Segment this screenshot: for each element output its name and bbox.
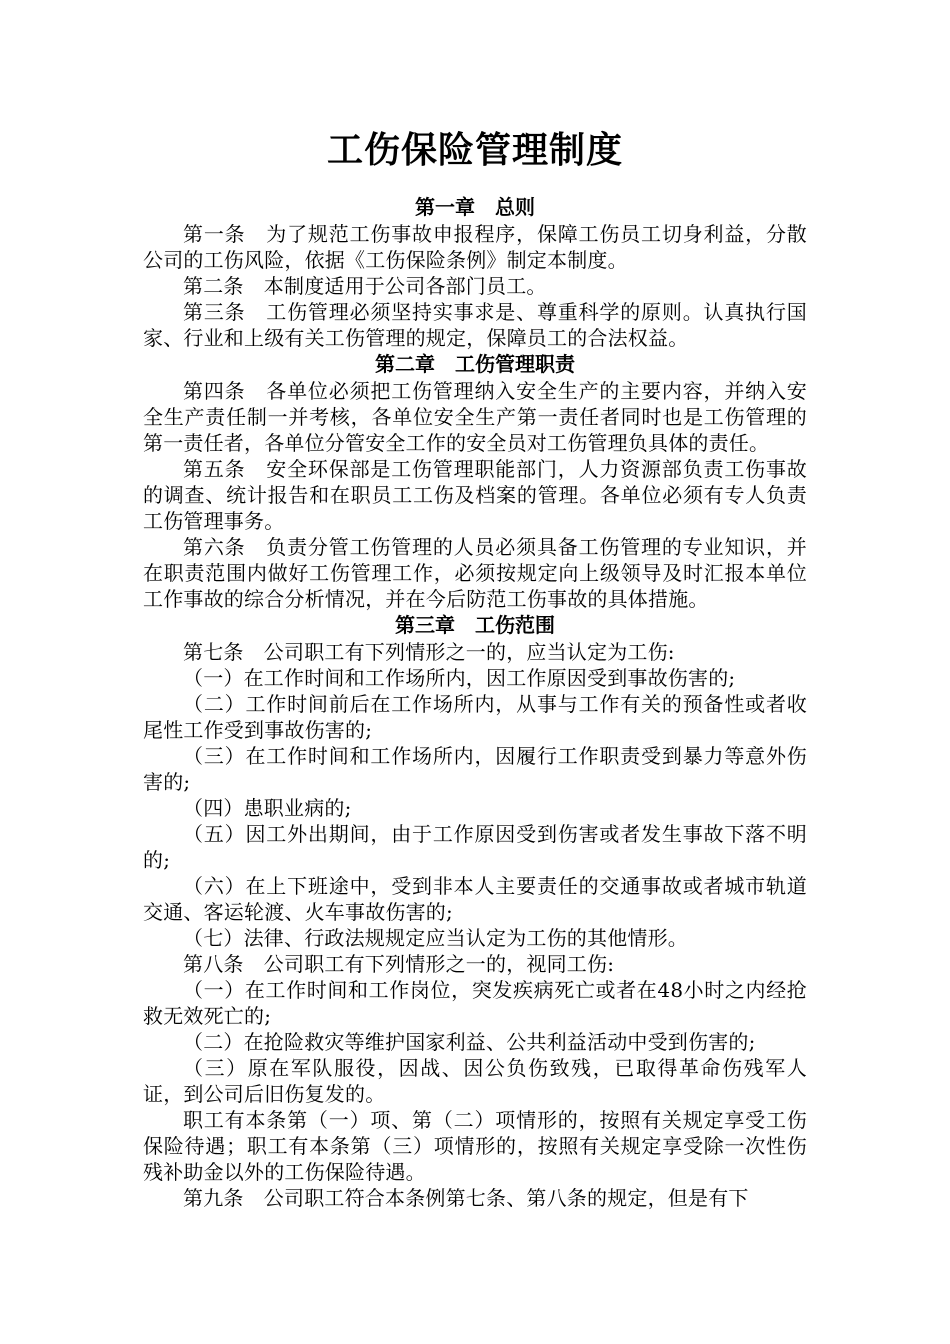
list-item: （一）在工作时间和工作岗位，突发疾病死亡或者在48小时之内经抢救无效死亡的; bbox=[143, 978, 807, 1028]
list-item: （三）在工作时间和工作场所内，因履行工作职责受到暴力等意外伤害的; bbox=[143, 744, 807, 794]
list-item: （一）在工作时间和工作场所内，因工作原因受到事故伤害的; bbox=[183, 666, 736, 690]
document-page bbox=[143, 118, 807, 1211]
list-item: （六）在上下班途中，受到非本人主要责任的交通事故或者城市轨道交通、客运轮渡、火车事故伤害的; bbox=[143, 874, 807, 924]
article-9: 第九条 公司职工符合本条例第七条、第八条的规定，但是有下 bbox=[183, 1186, 749, 1210]
article-8-note: 职工有本条第（一）项、第（二）项情形的，按照有关规定享受工伤保险待遇；职工有本条第（三）项情形的，按照有关规定享受除一次性伤残补助金以外的工伤保险待遇。 bbox=[143, 1108, 807, 1184]
article-5: 第五条 安全环保部是工伤管理职能部门，人力资源部负责工伤事故的调查、统计报告和在职员工工伤及档案的管理。各单位必须有专人负责工伤管理事务。 bbox=[143, 457, 807, 533]
list-item: （四）患职业病的; bbox=[183, 796, 352, 820]
article-4: 第四条 各单位必须把工伤管理纳入安全生产的主要内容，并纳入安全生产责任制一并考核，各单位安全生产第一责任者同时也是工伤管理的第一责任者，各单位分管安全工作的安全员对工伤管理负具体的责任。 bbox=[143, 379, 807, 455]
document-title: 工伤保险管理制度 bbox=[326, 129, 623, 171]
list-item: （五）因工外出期间，由于工作原因受到伤害或者发生事故下落不明的; bbox=[143, 822, 807, 872]
article-3: 第三条 工伤管理必须坚持实事求是、尊重科学的原则。认真执行国家、行业和上级有关工伤管理的规定，保障员工的合法权益。 bbox=[143, 300, 807, 350]
article-2: 第二条 本制度适用于公司各部门员工。 bbox=[183, 274, 547, 298]
chapter-heading: 第二章 工伤管理职责 bbox=[375, 352, 575, 376]
article-7: 第七条 公司职工有下列情形之一的，应当认定为工伤: bbox=[183, 640, 675, 664]
article-8: 第八条 公司职工有下列情形之一的，视同工伤: bbox=[183, 952, 615, 976]
list-item: （二）在抢险救灾等维护国家利益、公共利益活动中受到伤害的; bbox=[183, 1030, 756, 1054]
list-item: （七）法律、行政法规规定应当认定为工伤的其他情形。 bbox=[183, 926, 688, 950]
chapter-2 bbox=[143, 351, 807, 612]
list-item: （二）工作时间前后在工作场所内，从事与工作有关的预备性或者收尾性工作受到事故伤害的; bbox=[143, 692, 807, 742]
chapter-heading: 第一章 总则 bbox=[415, 195, 535, 219]
list-item: （三）原在军队服役，因战、因公负伤致残，已取得革命伤残军人证，到公司后旧伤复发的。 bbox=[143, 1056, 807, 1106]
chapter-1 bbox=[143, 194, 807, 351]
article-1: 第一条 为了规范工伤事故申报程序，保障工伤员工切身利益，分散公司的工伤风险，依据《工伤保险条例》制定本制度。 bbox=[143, 222, 807, 272]
article-6: 第六条 负责分管工伤管理的人员必须具备工伤管理的专业知识，并在职责范围内做好工伤管理工作，必须按规定向上级领导及时汇报本单位工作事故的综合分析情况，并在今后防范工伤事故的具体措施。 bbox=[143, 535, 807, 611]
chapter-heading: 第三章 工伤范围 bbox=[395, 613, 555, 637]
chapter-3 bbox=[143, 612, 807, 1211]
